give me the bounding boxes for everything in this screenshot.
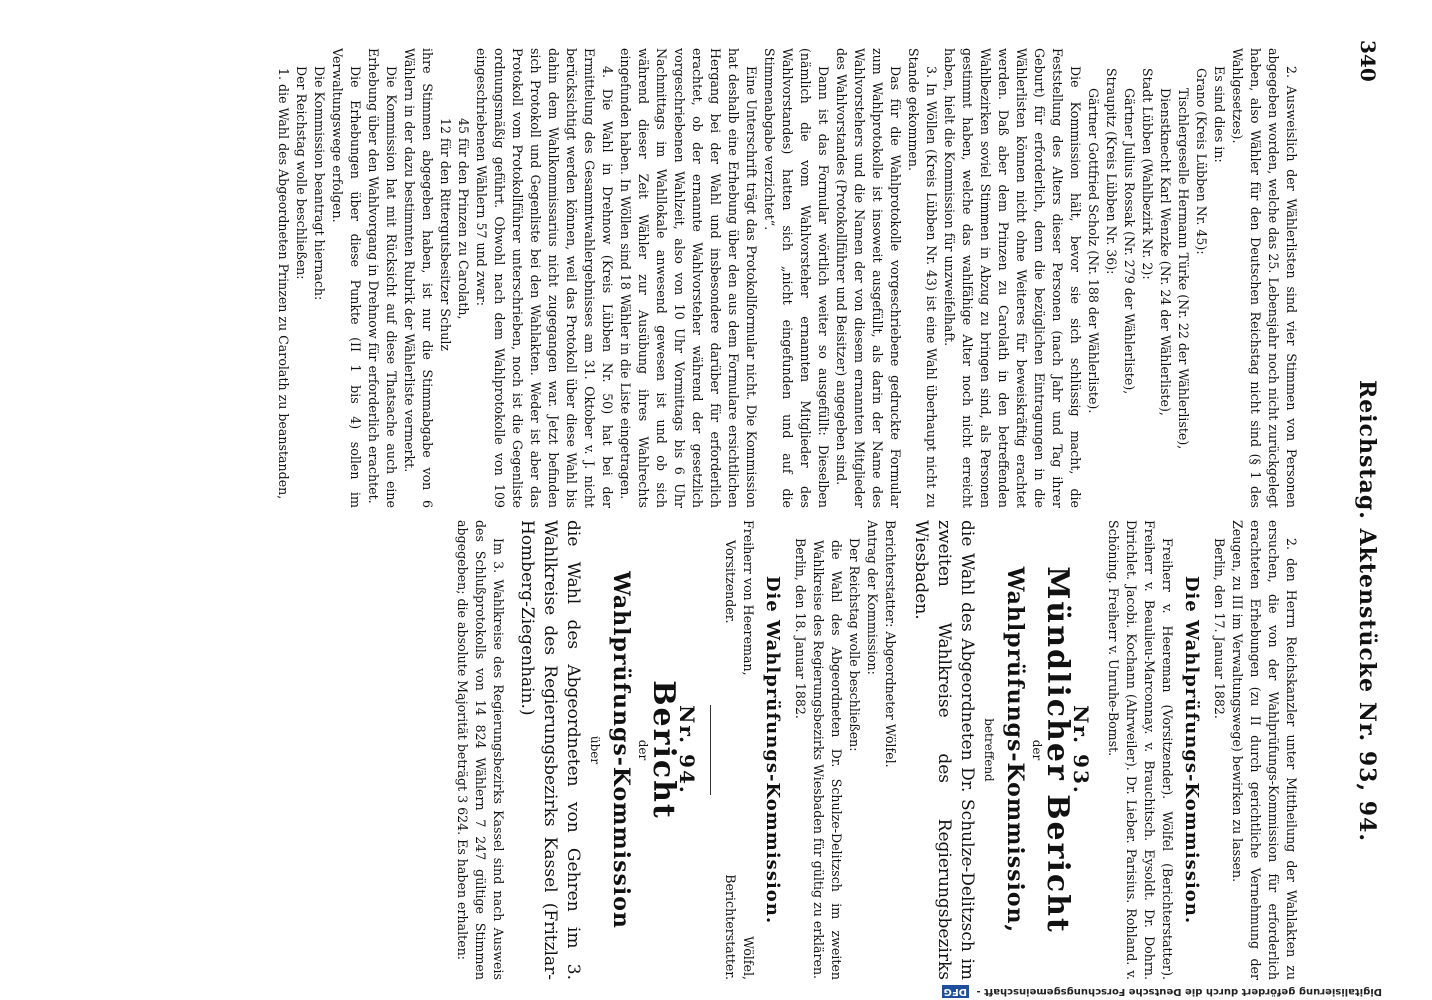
page-header: [1344, 0, 1390, 1000]
motion-line: Der Reichstag wolle beschließen:: [847, 538, 862, 752]
paragraph: Im 3. Wahlkreise des Regierungsbezirks Kassel sind nach Ausweis des Schlußprotokolls von 14 824 Wählern 7 247 gültige Stimmen abgegeben; die absolute Majorität beträgt 3 624. Es haben erhalten:: [455, 520, 506, 980]
paragraph: Es sind dies in:: [1212, 66, 1227, 163]
connector-ueber: über: [588, 735, 602, 765]
reporter-role: Berichterstatter.: [723, 874, 738, 980]
reporter-name: Wölfel,: [741, 936, 756, 980]
list-item: Gärtner Julius Rossak (Nr. 279 der Wählerliste),: [1122, 88, 1137, 395]
section-title-94: Bericht: [646, 680, 681, 820]
commission-signature: Die Wahlprüfungs-Kommission.: [762, 575, 783, 925]
left-column: [10, 48, 1300, 508]
paragraph: Eine Unterschrift trägt das Protokollformular nicht. Die Kommission hat deshalb eine Erhebung über den aus dem Formulare ersichtlichen Hergang bei der Wahl und insbesondere darüber für erforderlich erachtet, ob der ernannte Wahlvorsteher während der gesetzlich vorgeschriebenen Wahlzeit, also von 10 Uhr Vormittags bis 6 Uhr Nachmittags im Wahllokale anwesend gewesen ist und ob sich während dieser Zeit Wähler zur Ausübung ihres Wahlrechts eingefunden haben. In Wöllen sind 18 Wähler in die Liste eingetragen.: [618, 48, 759, 508]
subject-93: die Wahl des Abgeordneten Dr. Schulze-Delitzsch im zweiten Wahlkreise des Regierungsbezirks Wiesbaden.: [911, 520, 977, 980]
vote-line: 45 für den Prinzen zu Carolath,: [456, 118, 471, 320]
paragraph: 2. Ausweislich der Wählerlisten sind vier Stimmen von Personen abgegeben worden, welche das 25. Lebensjahr noch nicht zurückgelegt haben, also Wähler für den Deutschen Reichstag nicht sind (§ 1 des Wahlgesetzes).: [1230, 48, 1299, 508]
list-item: Grano (Kreis Lübben Nr. 45):: [1194, 68, 1209, 255]
date-line: Berlin, den 18. Januar 1882.: [793, 538, 808, 719]
paragraph: Dann ist das Formular wörtlich weiter so ausgefüllt: Dieselben (nämlich die vom Wahlvorsteher ernannten Mitglieder des Wahlvorstandes) hatten sich „nicht eingefunden und auf die Stimmenabgabe verzichtet“.: [762, 48, 831, 508]
paragraph: Das für die Wahlprotokolle vorgeschriebene gedruckte Formular zum Wahlprotokolle ist insoweit ausgefüllt, als darin der Name des Wahlvorstehers und die Namen der von diesem ernannten Mitglieder des Wahlvorstandes (Protokollführer und Beisitzer) angegeben sind.: [834, 48, 903, 508]
paragraph: Die Erhebungen über diese Punkte (II 1 bis 4) sollen im Verwaltungswege erfolgen.: [330, 48, 363, 508]
date-line: Berlin, den 17. Januar 1882.: [1212, 538, 1227, 719]
chair-role: Vorsitzender.: [723, 540, 738, 624]
commission-title-94: Wahlprüfungs-Kommission: [608, 571, 634, 929]
connector-der: der: [636, 739, 650, 761]
list-item: Straupitz (Kreis Lübben Nr. 36):: [1104, 68, 1119, 275]
digitization-credit: [942, 978, 1382, 998]
list-item: Dienstknecht Karl Wenzke (Nr. 24 der Wählerliste),: [1158, 88, 1173, 416]
list-item: Stadt Lübben (Wahlbezirk Nr. 2):: [1140, 68, 1155, 280]
right-column: [10, 520, 1300, 980]
resolution-text: die Wahl des Abgeordneten Dr. Schulze-Delitzsch im zweiten Wahlkreise des Regierungsbezirks Wiesbaden für gültig zu erklären.: [811, 540, 844, 980]
paragraph: 1. die Wahl des Abgeordneten Prinzen zu Carolath zu beanstanden,: [276, 68, 291, 500]
paragraph: Die Kommission hat mit Rücksicht auf diese Thatsache auch eine Erhebung über den Wahlvorgang in Drehnow für erforderlich erachtet.: [366, 48, 399, 508]
section-title-93: Mündlicher Bericht: [1040, 566, 1075, 934]
section-number-93: Nr. 93.: [1069, 705, 1093, 795]
connector-betreffend: betreffend: [982, 718, 996, 782]
dfg-logo: DFG: [943, 986, 967, 997]
paragraph: 4. Die Wahl in Drehnow (Kreis Lübben Nr. 50) hat bei der Ermittelung des Gesammtwahlergebnisses am 31. Oktober v. J. nicht berücksichtigt werden können, weil das Protokoll über diese Wahl bis dahin dem Wahlkommissarius nicht zugegangen war. Jetzt befinden sich Protokoll und Gegenliste bei den Wahlakten. Weder ist aber das Protokoll vom Protokollführer unterschrieben, noch ist die Gegenliste ordnungsmäßig geführt. Obwohl nach dem Wahlprotokolle von 109 eingeschriebenen Wählern 57 und zwar:: [474, 48, 615, 508]
paragraph: Die Kommission beantragt hiernach:: [312, 66, 327, 301]
paragraph: ihre Stimmen abgegeben haben, ist nur die Stimmabgabe von 6 Wählern in der dazu bestimmten Rubrik der Wählerliste vermerkt.: [402, 48, 435, 508]
paragraph: Der Reichstag wolle beschließen:: [294, 66, 309, 280]
chair-name: Freiherr von Heereman,: [741, 520, 756, 676]
signature-row: [721, 520, 757, 980]
commission-title-93: Wahlprüfungs-Kommission,: [1002, 566, 1028, 934]
list-item: Tischlergeselle Hermann Türke (Nr. 22 der Wählerliste),: [1176, 88, 1191, 450]
paragraph: Die Kommission hält, bevor sie sich schlüssig macht, die Feststellung des Alters dieser Personen (nach Jahr und Tag ihrer Geburt) für erforderlich, denn die bezüglichen Eintragungen in die Wählerlisten können nicht ohne Weiteres für beweiskräftig erachtet werden. Daß aber dem Prinzen zu Carolath in den betreffenden Wahlbezirken soviel Stimmen in Abzug zu bringen sind, als Personen gestimmt haben, welche das wahlfähige Alter noch nicht erreicht haben, hielt die Kommission für unzweifelhaft.: [942, 48, 1083, 508]
paragraph: 2. den Herrn Reichskanzler unter Mittheilung der Wahlakten zu ersuchen, die von der Wahlprüfungs-Kommission für erforderlich erachteten Erhebungen (zu II durch gerichtliche Vernehmung der Zeugen, zu III im Verwaltungswege) bewirken zu lassen.: [1230, 520, 1299, 980]
commission-signature: Die Wahlprüfungs-Kommission.: [1181, 575, 1202, 925]
section-number-94: Nr. 94.: [675, 705, 699, 795]
subject-94: die Wahl des Abgeordneten von Gehren im 3. Wahlkreise des Regierungsbezirks Kassel (Fritzlar-Homberg-Ziegenhain.): [517, 520, 583, 980]
paragraph: 3. In Wöllen (Kreis Lübben Nr. 43) ist eine Wahl überhaupt nicht zu Stande gekommen.: [906, 48, 939, 508]
section-divider: [710, 705, 711, 795]
list-item: Gärtner Gottfried Scholz (Nr. 188 der Wählerliste).: [1086, 88, 1101, 414]
running-title: Reichstag. Aktenstücke Nr. 93, 94.: [1354, 380, 1380, 843]
vote-line: 12 für den Rittergutsbesitzer Schulz: [438, 118, 453, 351]
page-number: 340: [1356, 40, 1380, 82]
connector-der: der: [1030, 739, 1044, 761]
credit-text: Digitalisierung gefördert durch die Deutsche Forschungsgemeinschaft -: [976, 986, 1382, 997]
member-list: Freiherr v. Heereman (Vorsitzender). Wölfel (Berichterstatter). Freiherr v. Beaulieu-Marconnay. v. Brauchitsch. Eysoldt. Dr. Dohrn. Dirichlet. Jacobi. Kochann (Ahrweiler). Dr. Lieber. Parisius. Rohland. v. Schöning. Freiherr v. Unruhe-Bomst.: [1106, 520, 1175, 980]
motion-heading: Antrag der Kommission:: [865, 520, 880, 675]
reporter-line: Berichterstatter: Abgeordneter Wölfel.: [883, 520, 898, 768]
